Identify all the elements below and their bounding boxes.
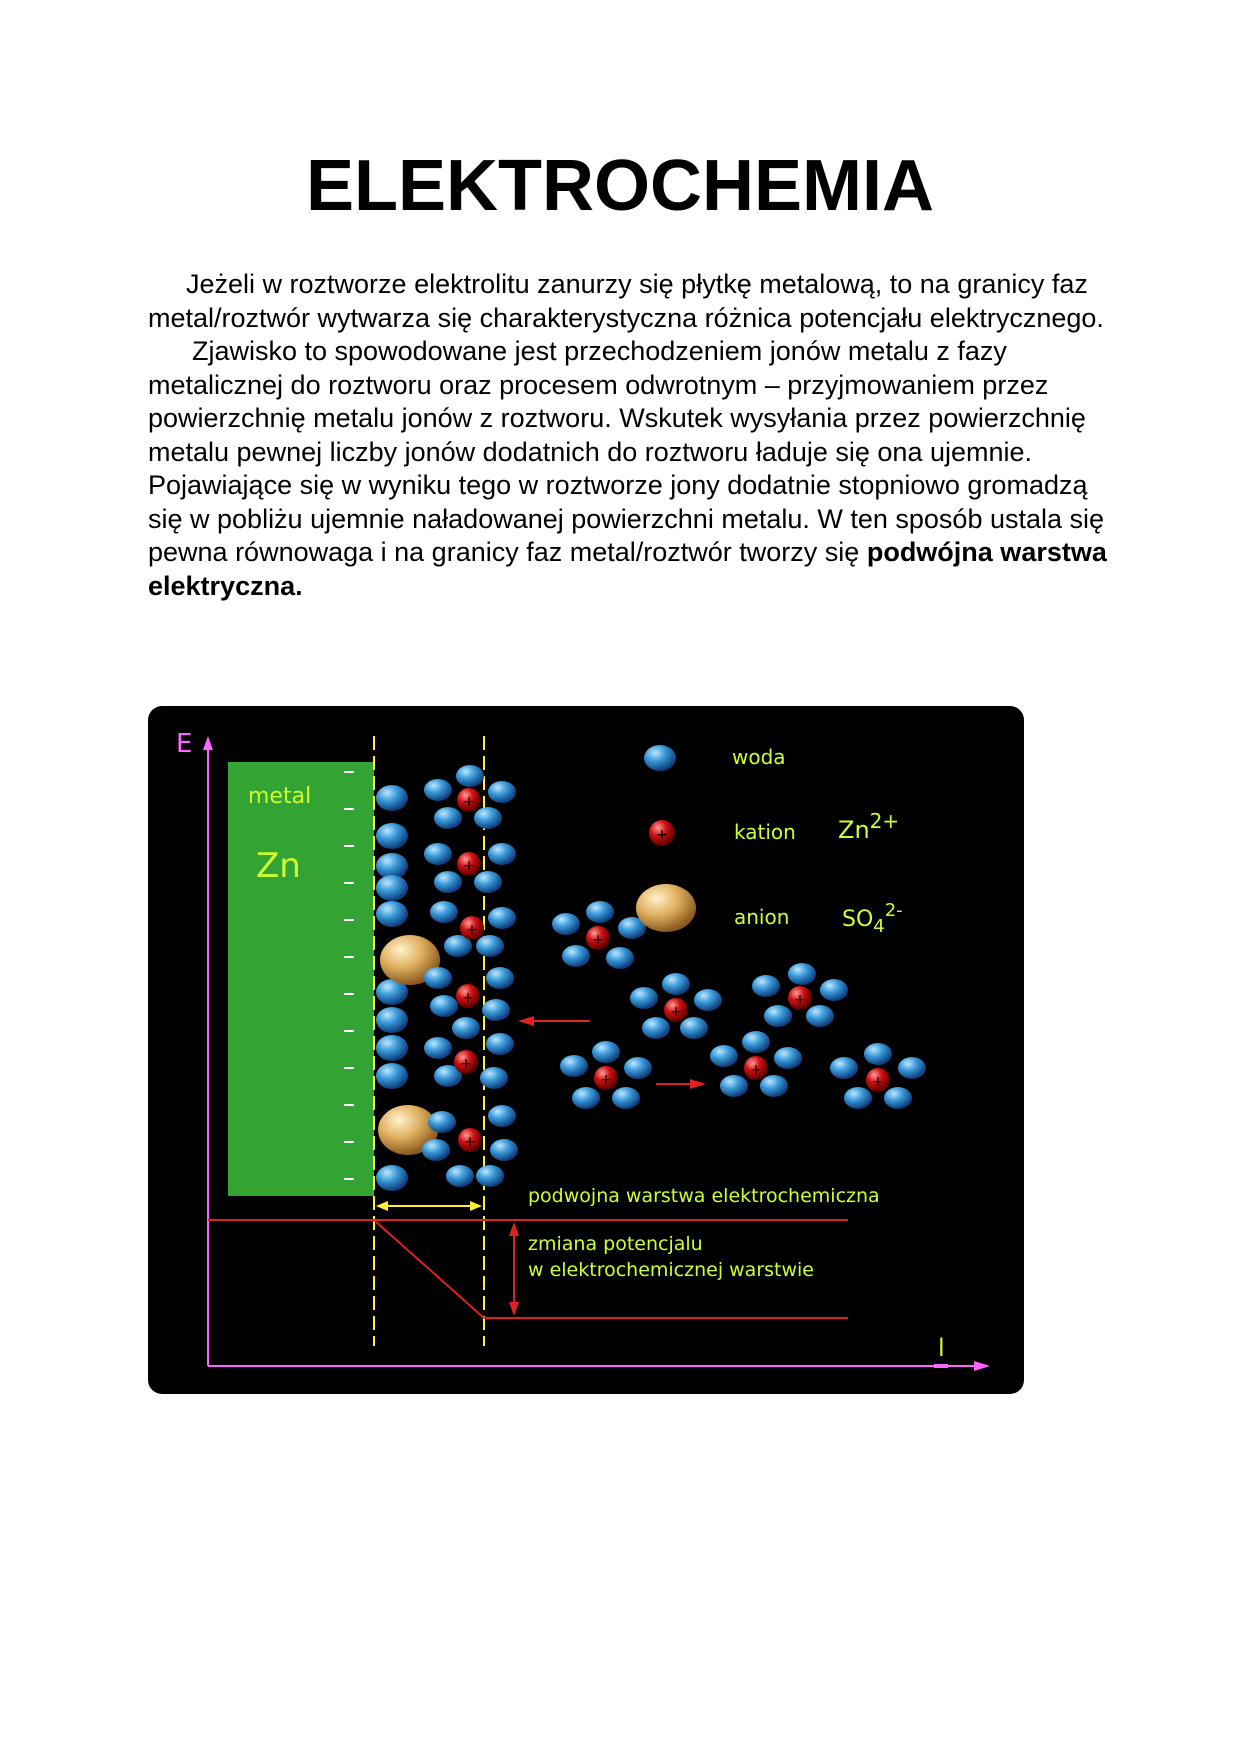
double-layer-diagram bbox=[148, 706, 1024, 1394]
body-text bbox=[148, 268, 1108, 603]
svg-text:+: + bbox=[463, 794, 475, 810]
diagram-svg bbox=[148, 706, 1024, 1394]
page-title: ELEKTROCHEMIA bbox=[306, 146, 934, 226]
hydrated-cation bbox=[424, 843, 516, 893]
double-layer-width-arrow bbox=[376, 1201, 482, 1211]
metal-plate bbox=[228, 762, 374, 1196]
potential-change-label-1: zmiana potencjalu bbox=[528, 1233, 703, 1255]
potential-arrow-up bbox=[509, 1222, 519, 1236]
svg-text:+: + bbox=[462, 990, 474, 1006]
hydrated-cation bbox=[422, 1105, 518, 1187]
potential-change-label-2: w elektrochemicznej warstwie bbox=[528, 1259, 814, 1281]
svg-text:+: + bbox=[794, 992, 806, 1008]
legend-anion-label: anion bbox=[734, 905, 790, 929]
potential-arrow-down bbox=[509, 1302, 519, 1316]
legend-cation-formula: $Zn^{2+}$ bbox=[838, 809, 900, 844]
metal-symbol: Zn bbox=[256, 846, 301, 886]
paragraph-1: Jeżeli w roztworze elektrolitu zanurzy się płytkę metalową, to na granicy faz metal/roztwór wytwarza się charakterystyczna różnica potencjału elektrycznego. bbox=[148, 269, 1104, 333]
legend-cation-label: kation bbox=[734, 820, 796, 844]
hydrated-cation bbox=[424, 765, 516, 829]
legend-water-swatch bbox=[644, 745, 676, 771]
legend bbox=[636, 745, 903, 937]
svg-text:+: + bbox=[600, 1072, 612, 1088]
paragraph-2-text: Zjawisko to spowodowane jest przechodzeniem jonów metalu z fazy metalicznej do roztworu oraz procesem odwrotnym – przyjmowaniem przez powierzchnię metalu jonów z roztworu. Wskutek wysyłania przez powierzchnię metalu pewnej liczby jonów dodatnich do roztworu ładuje się ona ujemnie. Pojawiające się w wyniku tego w roztworze jony dodatnie stopniowo gromadzą się w pobliżu ujemnie naładowanej powierzchni metalu. W ten sposób ustala się pewna równowaga i na granicy faz metal/roztwór tworzy się bbox=[148, 336, 1105, 567]
solution-cations bbox=[552, 901, 926, 1109]
legend-water-label: woda bbox=[732, 745, 786, 769]
hydrated-cation bbox=[424, 967, 514, 1039]
svg-text:+: + bbox=[460, 1056, 472, 1072]
svg-text:+: + bbox=[750, 1062, 762, 1078]
hydrated-cation bbox=[710, 1031, 802, 1097]
svg-text:+: + bbox=[670, 1004, 682, 1020]
paragraph-2 bbox=[148, 335, 1108, 603]
double-layer-label: podwojna warstwa elektrochemiczna bbox=[528, 1185, 880, 1207]
metal-label: metal bbox=[248, 784, 312, 809]
svg-text:+: + bbox=[656, 827, 668, 843]
hydrated-cation bbox=[752, 963, 848, 1027]
paragraph-2-bold: podwójna warstwa elektryczna. bbox=[148, 537, 1107, 601]
hydrated-cation bbox=[830, 1043, 926, 1109]
y-axis-label: E bbox=[176, 729, 193, 759]
hydrated-cation bbox=[430, 901, 516, 957]
hydrated-cation bbox=[630, 973, 722, 1039]
hydrated-cation bbox=[552, 901, 646, 969]
legend-anion-formula: $SO_4^{2-}$ bbox=[842, 900, 903, 937]
double-layer-cations bbox=[422, 765, 518, 1187]
svg-text:+: + bbox=[463, 858, 475, 874]
legend-anion-swatch bbox=[636, 884, 696, 932]
y-axis-arrow bbox=[203, 736, 213, 750]
svg-text:+: + bbox=[872, 1074, 884, 1090]
hydrated-cation bbox=[424, 1033, 514, 1089]
hydrated-cation bbox=[560, 1041, 652, 1109]
x-axis-label: l bbox=[938, 1334, 945, 1362]
svg-text:+: + bbox=[592, 932, 604, 948]
x-axis-arrow bbox=[974, 1361, 990, 1371]
svg-text:+: + bbox=[466, 922, 478, 938]
svg-text:+: + bbox=[464, 1134, 476, 1150]
